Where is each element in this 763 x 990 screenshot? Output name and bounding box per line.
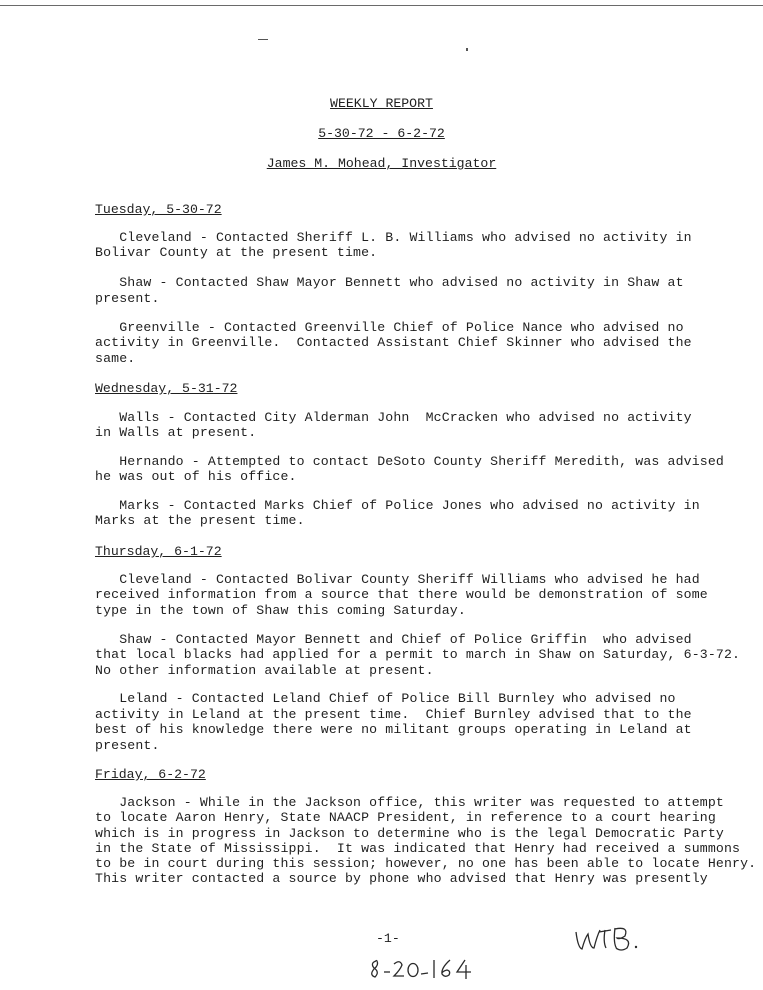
text-line: Shaw - Contacted Shaw Mayor Bennett who advised no activity in Shaw at — [95, 275, 684, 290]
text-line: best of his knowledge there were no militant groups operating in Leland at — [95, 722, 692, 737]
page-number: -1- — [376, 931, 400, 946]
text-line: which is in progress in Jackson to determine who is the legal Democratic Party — [95, 826, 724, 841]
text-line: in the State of Mississippi. It was indicated that Henry had received a summons — [95, 841, 741, 856]
scan-top-border — [0, 0, 763, 6]
text-line: Bolivar County at the present time. — [95, 245, 378, 260]
text-line: Shaw - Contacted Mayor Bennett and Chief of Police Griffin who advised — [95, 632, 692, 647]
scan-speck — [466, 48, 468, 51]
day-heading-friday: Friday, 6-2-72 — [95, 767, 206, 782]
text-line: that local blacks had applied for a permit to march in Shaw on Saturday, 6-3-72. — [95, 647, 741, 662]
day-heading-wednesday: Wednesday, 5-31-72 — [95, 381, 238, 396]
text-line: to locate Aaron Henry, State NAACP President, in reference to a court hearing — [95, 810, 716, 825]
text-line: Jackson - While in the Jackson office, this writer was requested to attempt — [95, 795, 724, 810]
day-heading-thursday: Thursday, 6-1-72 — [95, 544, 222, 559]
handwritten-initials — [573, 918, 643, 956]
text-line: Marks - Contacted Marks Chief of Police Jones who advised no activity in — [95, 498, 700, 513]
text-line: Leland - Contacted Leland Chief of Police Bill Burnley who advised no — [95, 691, 676, 706]
text-line: No other information available at present. — [95, 663, 434, 678]
text-line: in Walls at present. — [95, 425, 257, 440]
text-line: Hernando - Attempted to contact DeSoto County Sheriff Meredith, was advised — [95, 454, 724, 469]
text-line: activity in Greenville. Contacted Assistant Chief Skinner who advised the — [95, 335, 692, 350]
text-line: received information from a source that there would be demonstration of some — [95, 587, 708, 602]
text-line: Cleveland - Contacted Sheriff L. B. Williams who advised no activity in — [95, 230, 692, 245]
text-line: Greenville - Contacted Greenville Chief of Police Nance who advised no — [95, 320, 684, 335]
text-line: present. — [95, 738, 160, 753]
text-line: he was out of his office. — [95, 469, 297, 484]
text-line: same. — [95, 351, 136, 366]
text-line: to be in court during this session; however, no one has been able to locate Henry. — [95, 856, 757, 871]
text-line: present. — [95, 291, 160, 306]
text-line: Cleveland - Contacted Bolivar County Sheriff Williams who advised he had — [95, 572, 700, 587]
report-dates: 5-30-72 - 6-2-72 — [318, 126, 445, 141]
handwritten-document-number — [368, 955, 476, 983]
text-line: This writer contacted a source by phone who advised that Henry was presently — [95, 871, 708, 886]
scan-speck — [258, 39, 268, 40]
day-heading-tuesday: Tuesday, 5-30-72 — [95, 202, 222, 217]
text-line: Walls - Contacted City Alderman John McCracken who advised no activity — [95, 410, 692, 425]
text-line: type in the town of Shaw this coming Saturday. — [95, 603, 466, 618]
text-line: Marks at the present time. — [95, 513, 305, 528]
text-line: activity in Leland at the present time. Chief Burnley advised that to the — [95, 707, 692, 722]
report-author: James M. Mohead, Investigator — [266, 156, 497, 171]
report-title: WEEKLY REPORT — [330, 96, 433, 111]
